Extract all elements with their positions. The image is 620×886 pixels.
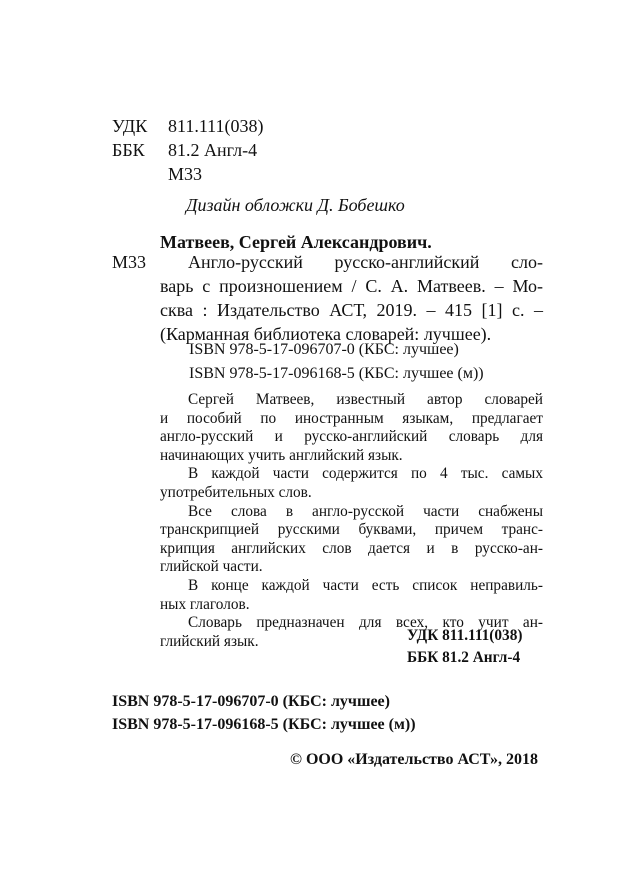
author-mark: М33 — [168, 164, 203, 184]
annotation-codes — [407, 627, 522, 667]
cover-design-credit: Дизайн обложки Д. Бобешко — [186, 195, 405, 215]
footer-isbn-line: ISBN 978-5-17-096707-0 (КБС: лучшее) — [112, 693, 390, 710]
copyright: © ООО «Издательство АСТ», 2018 — [290, 751, 539, 768]
footer-isbn-line: ISBN 978-5-17-096168-5 (КБС: лучшее (м)) — [112, 716, 416, 733]
annotation-line: англо-русский и русско-английский словарь для — [160, 428, 543, 446]
bbk-value: 81.2 Англ-4 — [168, 140, 258, 160]
annotation-line: ных глаголов. — [160, 595, 250, 613]
footer-isbn-block — [112, 692, 416, 735]
annotation-line: глийской части. — [160, 558, 263, 576]
annotation-line: начинающих учить английский язык. — [160, 446, 403, 464]
annotation-line: и пособий по иностранным языкам, предлагает — [160, 409, 543, 427]
annotation-line: употребительных слов. — [160, 483, 312, 501]
isbn-block — [189, 340, 484, 384]
annotation-line: В конце каждой части есть список неправиль- — [188, 576, 543, 594]
author-heading: Матвеев, Сергей Александрович. — [160, 232, 432, 252]
annotation-line: Сергей Матвеев, известный автор словарей — [188, 391, 543, 408]
bib-line: Англо-русский русско-английский сло- — [188, 252, 543, 272]
bib-author-mark: М33 — [112, 252, 147, 272]
bib-description — [160, 250, 543, 346]
annotation-udk: УДК 811.111(038) — [407, 627, 523, 644]
annotation-line: глийский язык. — [160, 632, 259, 650]
bib-line: (Карманная библиотека словарей: лучшее). — [160, 324, 492, 344]
annotation-line: крипция английских слов дается и в русско-ан- — [160, 539, 543, 557]
annotation-line: В каждой части содержится по 4 тыс. самых — [188, 465, 543, 483]
isbn-line: ISBN 978-5-17-096168-5 (КБС: лучшее (м)) — [189, 365, 484, 382]
classification-codes — [112, 114, 332, 186]
udk-label: УДК — [112, 116, 148, 136]
annotation-line: Все слова в англо-русской части снабжены — [188, 502, 543, 520]
udk-value: 811.111(038) — [168, 116, 264, 136]
annotation-line: Словарь предназначен для всех, кто учит ан- — [188, 614, 543, 632]
annotation — [160, 391, 543, 651]
bbk-label: ББК — [112, 140, 145, 160]
isbn-line: ISBN 978-5-17-096707-0 (КБС: лучшее) — [189, 341, 459, 358]
bib-line: варь с произношением / С. А. Матвеев. – Мо- — [160, 276, 543, 296]
bib-line: сква : Издательство АСТ, 2019. – 415 [1] с. – — [160, 300, 543, 320]
annotation-line: транскрипцией русскими буквами, причем транс- — [160, 521, 543, 539]
annotation-bbk: ББК 81.2 Англ-4 — [407, 648, 521, 666]
